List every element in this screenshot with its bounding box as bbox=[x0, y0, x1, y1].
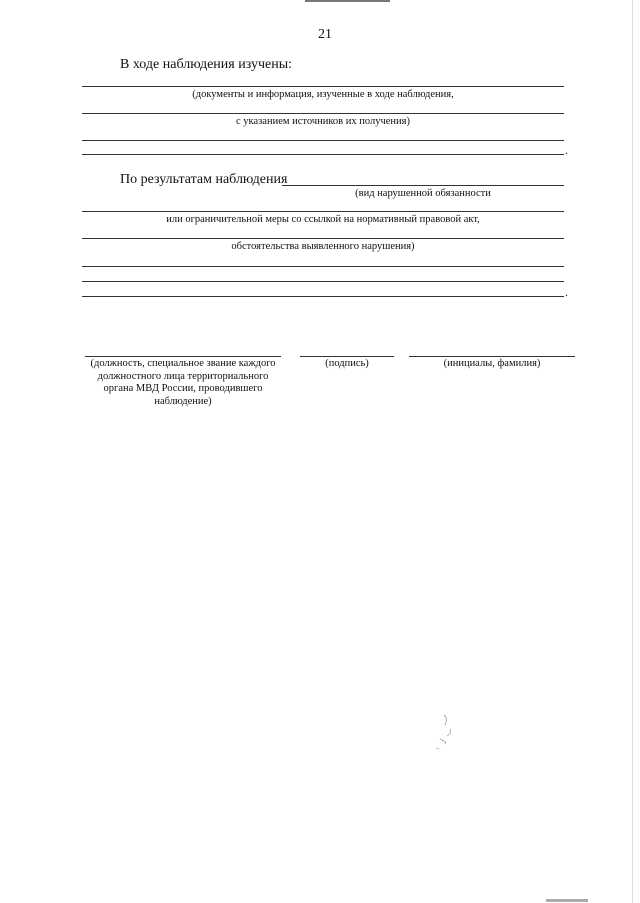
faint-handwritten-mark bbox=[430, 712, 460, 754]
results-fill-line-5 bbox=[82, 296, 564, 297]
results-fill-line-4 bbox=[82, 281, 564, 282]
results-caption-measure: или ограничительной меры со ссылкой на нормативный правовой акт, bbox=[166, 214, 480, 225]
signature-position-caption bbox=[80, 358, 286, 408]
name-caption: (инициалы, фамилия) bbox=[443, 358, 541, 369]
observation-fill-line-1 bbox=[82, 86, 564, 87]
position-caption-line-3: органа МВД России, проводившего bbox=[103, 383, 263, 394]
observation-caption-documents: (документы и информация, изученные в ходе наблюдения, bbox=[192, 89, 454, 100]
results-fill-line-1 bbox=[82, 211, 564, 212]
observation-end-mark: . bbox=[565, 143, 568, 157]
name-line bbox=[409, 356, 575, 357]
results-fill-line-2 bbox=[82, 238, 564, 239]
observation-fill-line-4 bbox=[82, 154, 564, 155]
signature-position-line bbox=[85, 356, 281, 357]
page-number: 21 bbox=[318, 27, 332, 42]
observation-heading: В ходе наблюдения изучены: bbox=[120, 57, 292, 72]
results-fill-line-3 bbox=[82, 266, 564, 267]
results-heading: По результатам наблюдения bbox=[120, 172, 288, 187]
scan-artifact-bottom bbox=[546, 899, 588, 902]
results-caption-violation: (вид нарушенной обязанности bbox=[355, 188, 491, 199]
position-caption-line-1: (должность, специальное звание каждого bbox=[90, 358, 276, 369]
signature-caption: (подпись) bbox=[325, 358, 369, 369]
results-caption-circumstances: обстоятельства выявленного нарушения) bbox=[231, 241, 415, 252]
results-heading-fill-line bbox=[282, 185, 564, 186]
position-caption-line-4: наблюдение) bbox=[154, 395, 212, 407]
observation-caption-sources: с указанием источников их получения) bbox=[236, 116, 410, 127]
position-caption-line-2: должностного лица территориального bbox=[97, 370, 269, 382]
scan-artifact-top bbox=[305, 0, 390, 2]
results-end-mark: . bbox=[565, 285, 568, 299]
observation-fill-line-2 bbox=[82, 113, 564, 114]
scan-artifact-right-edge bbox=[632, 0, 633, 903]
observation-fill-line-3 bbox=[82, 140, 564, 141]
signature-line bbox=[300, 356, 394, 357]
